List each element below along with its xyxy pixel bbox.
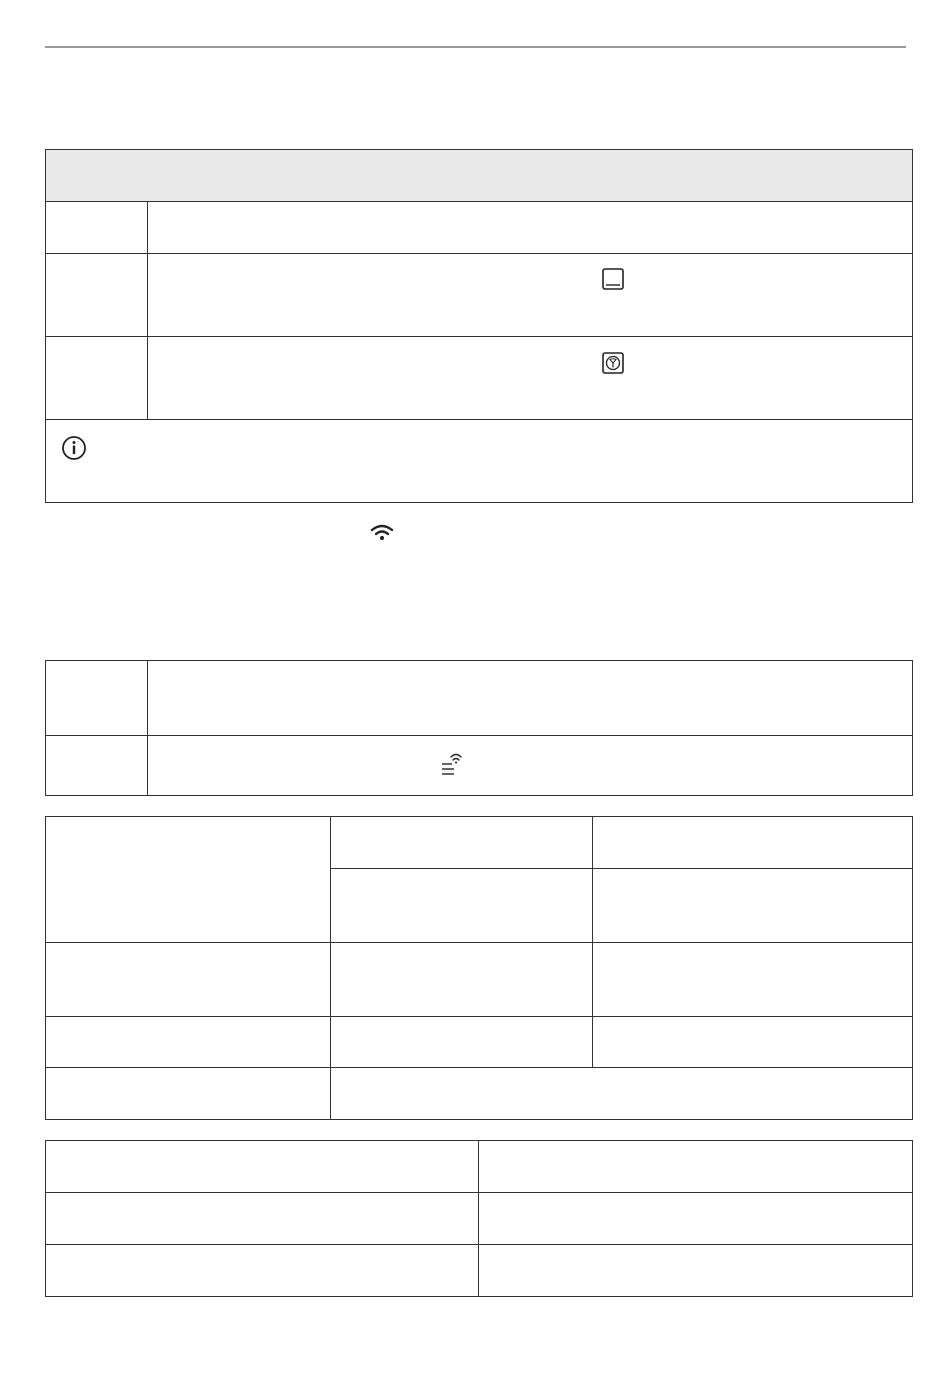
specifications-table (45, 816, 913, 1120)
details-table (45, 1140, 913, 1297)
table-cell (46, 1068, 331, 1120)
table-cell (479, 1141, 913, 1193)
settings-table (45, 149, 913, 503)
table-note-cell (46, 420, 913, 503)
table-row (46, 661, 913, 736)
table-cell (479, 1193, 913, 1245)
table-cell (331, 817, 593, 869)
table-cell (148, 202, 913, 254)
table-cell (148, 254, 913, 337)
table-cell (46, 943, 331, 1017)
table-cell (593, 1017, 913, 1068)
table-cell (46, 736, 148, 796)
table-cell (46, 254, 148, 337)
table-cell (46, 1193, 479, 1245)
table-cell (46, 337, 148, 420)
table-cell (331, 1068, 913, 1120)
table-cell (479, 1245, 913, 1297)
table-row (46, 254, 913, 337)
header-rule (45, 46, 906, 48)
table-row (46, 1245, 913, 1297)
table-cell (148, 736, 913, 796)
table-row (46, 1193, 913, 1245)
table-row (46, 1141, 913, 1193)
table-cell (46, 202, 148, 254)
table-row (46, 943, 913, 1017)
table-row (46, 1017, 913, 1068)
table-row (46, 1068, 913, 1120)
table-cell (148, 337, 913, 420)
table-cell (593, 817, 913, 869)
table-cell (148, 661, 913, 736)
table-note-row (46, 420, 913, 503)
table-cell (331, 943, 593, 1017)
table-row (46, 202, 913, 254)
table-row (46, 337, 913, 420)
connectivity-table (45, 660, 913, 796)
table-cell (46, 1017, 331, 1068)
oven-icon (602, 268, 624, 290)
info-icon (61, 435, 87, 461)
table-header-cell (46, 150, 913, 202)
table-cell (593, 869, 913, 943)
table-header-row (46, 150, 913, 202)
fan-icon (602, 352, 624, 374)
table-row (46, 817, 913, 869)
wifi-icon (370, 523, 394, 543)
table-row (46, 736, 913, 796)
table-cell (593, 943, 913, 1017)
table-cell (46, 661, 148, 736)
table-cell (46, 1245, 479, 1297)
list-wifi-icon (440, 751, 464, 779)
table-cell (46, 817, 331, 943)
table-cell (46, 1141, 479, 1193)
table-cell (331, 1017, 593, 1068)
table-cell (331, 869, 593, 943)
